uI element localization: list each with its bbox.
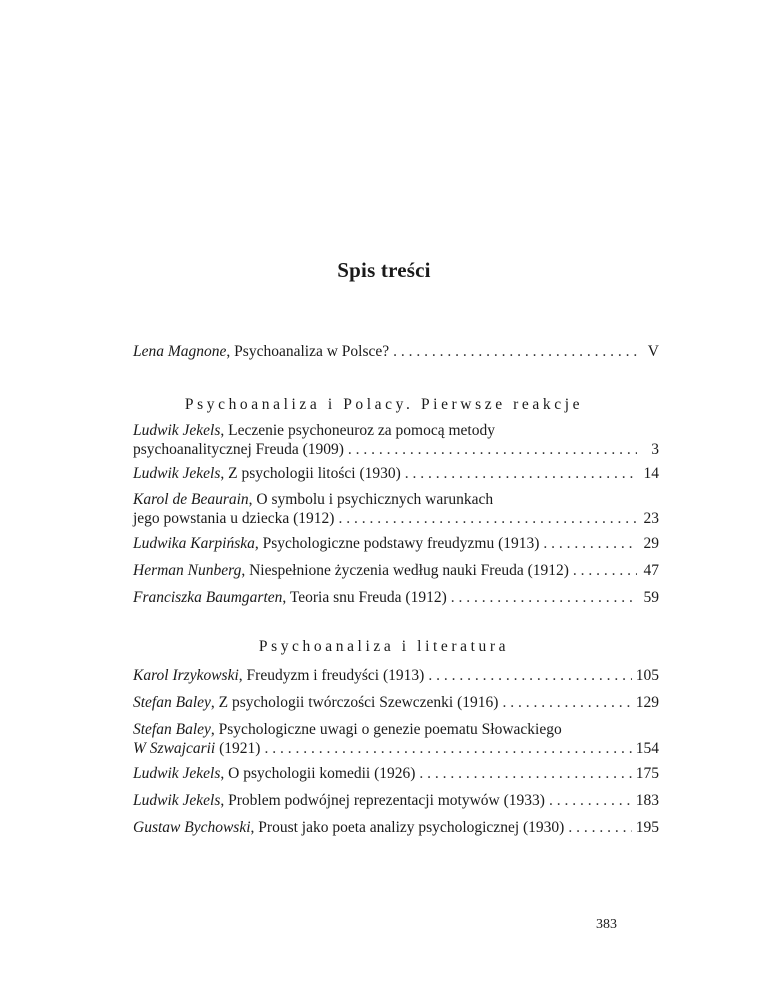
entry-page-number: 23 (643, 510, 659, 527)
entry-author: Herman Nunberg (133, 562, 242, 579)
entry-page-number: 59 (643, 589, 659, 606)
toc-entry[interactable] (133, 421, 659, 459)
dot-leader (549, 791, 632, 810)
entry-title: , Niespełnione życzenia według nauki Freuda (1912) (241, 562, 569, 579)
toc-entry[interactable] (133, 818, 659, 837)
dot-leader (428, 666, 631, 685)
entry-title: , Proust jako poeta analizy psychologicznej (1930) (250, 819, 565, 836)
entry-author: Franciszka Baumgarten (133, 589, 283, 606)
entry-title: , Teoria snu Freuda (1912) (282, 589, 447, 606)
entry-author: Karol Irzykowski (133, 667, 239, 684)
entry-author: Ludwika Karpińska (133, 535, 255, 552)
dot-leader (573, 561, 637, 580)
dot-leader (568, 818, 631, 837)
entry-title-italic: W Szwajcarii (133, 740, 216, 757)
entry-page-number: 105 (635, 667, 659, 684)
dot-leader (451, 588, 637, 607)
entry-title: , Problem podwójnej reprezentacji motywów (1933) (220, 792, 545, 809)
entry-title: , Leczenie psychoneuroz za pomocą metody (220, 422, 495, 439)
entry-title-continued: (1921) (215, 740, 261, 757)
dot-leader (393, 342, 637, 361)
entry-page-number: 175 (635, 765, 659, 782)
entry-title: , Freudyzm i freudyści (1913) (238, 667, 425, 684)
dot-leader (264, 739, 631, 758)
entry-title-continued: jego powstania u dziecka (1912) (133, 510, 335, 527)
toc-entry[interactable] (133, 588, 659, 607)
entry-page-number: 129 (635, 694, 659, 711)
toc-entry[interactable] (133, 561, 659, 580)
toc-entry-intro[interactable] (133, 342, 659, 361)
toc-entry[interactable] (133, 764, 659, 783)
page-number-folio: 383 (596, 917, 617, 932)
entry-author: Ludwik Jekels (133, 465, 221, 482)
toc-entry[interactable] (133, 464, 659, 483)
entry-title: , Psychologiczne podstawy freudyzmu (1913) (254, 535, 540, 552)
toc-entry[interactable] (133, 490, 659, 528)
entry-title: , O symbolu i psychicznych warunkach (248, 491, 494, 508)
dot-leader (543, 534, 637, 553)
entry-page-number: 29 (643, 535, 659, 552)
entry-author: Stefan Baley (133, 694, 211, 711)
section-heading: Psychoanaliza i literatura (258, 638, 510, 655)
toc-entry[interactable] (133, 791, 659, 810)
entry-author: Ludwik Jekels (133, 792, 221, 809)
entry-author: Ludwik Jekels (133, 422, 221, 439)
entry-title: , Psychologiczne uwagi o genezie poematu Słowackiego (210, 721, 562, 738)
toc-entry[interactable] (133, 693, 659, 712)
section-heading: Psychoanaliza i Polacy. Pierwsze reakcje (184, 396, 584, 413)
entry-page-number: 154 (635, 740, 659, 757)
entry-page-number: 195 (635, 819, 659, 836)
entry-title: , Z psychologii twórczości Szewczenki (1916) (210, 694, 499, 711)
entry-page-number: 14 (643, 465, 659, 482)
toc-entry[interactable] (133, 534, 659, 553)
entry-author: Ludwik Jekels (133, 765, 221, 782)
entry-author: Karol de Beaurain (133, 491, 249, 508)
entry-page-number: 183 (635, 792, 659, 809)
entry-author: Stefan Baley (133, 721, 211, 738)
page-title: Spis treści (337, 258, 431, 282)
entry-page-number: V (647, 343, 659, 360)
entry-title: , Psychoanaliza w Polsce? (226, 343, 390, 360)
entry-page-number: 3 (651, 441, 659, 458)
entry-page-number: 47 (643, 562, 659, 579)
toc-entry[interactable] (133, 666, 659, 685)
entry-author: Gustaw Bychowski (133, 819, 251, 836)
entry-title-continued: psychoanalitycznej Freuda (1909) (133, 441, 344, 458)
dot-leader (419, 764, 631, 783)
entry-title: , O psychologii komedii (1926) (220, 765, 416, 782)
entry-author: Lena Magnone (133, 343, 227, 360)
dot-leader (338, 509, 637, 528)
toc-entry[interactable] (133, 720, 659, 758)
dot-leader (348, 440, 637, 459)
entry-title: , Z psychologii litości (1930) (220, 465, 401, 482)
dot-leader (405, 464, 637, 483)
dot-leader (502, 693, 631, 712)
